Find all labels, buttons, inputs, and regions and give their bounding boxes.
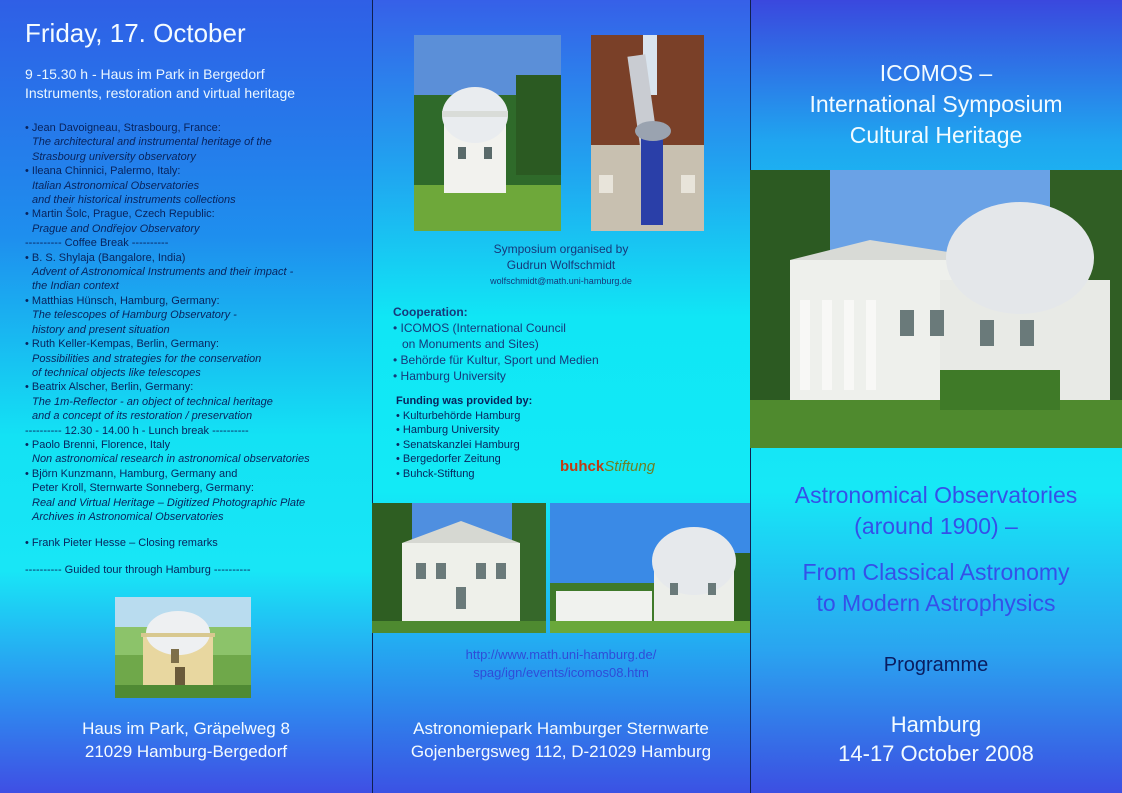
spacer: [25, 524, 365, 536]
place-and-dates: [750, 710, 1122, 768]
talk-title: Archives in Astronomical Observatories: [32, 510, 224, 523]
talk-title: The architectural and instrumental heritage of the: [32, 136, 272, 149]
observatory-dome-photo: [414, 35, 561, 231]
funding-item: • Kulturbehörde Hamburg: [396, 409, 521, 422]
cooperation-item: • Behörde für Kultur, Sport und Medien: [393, 353, 599, 367]
funding-block: [396, 394, 532, 481]
venue-address-sternwarte: [372, 717, 750, 763]
cooperation-heading: Cooperation:: [393, 305, 468, 319]
speaker-name: • Beatrix Alscher, Berlin, Germany:: [25, 381, 194, 394]
talk-title: Possibilities and strategies for the conservation: [32, 352, 262, 365]
session-info: [25, 65, 295, 103]
organiser-name: Gudrun Wolfschmidt: [506, 258, 616, 272]
symposium-line: International Symposium: [809, 91, 1063, 117]
dates: 14-17 October 2008: [838, 741, 1034, 766]
session-topic: Instruments, restoration and virtual heritage: [25, 85, 296, 101]
talk-title: and their historical instruments collections: [32, 194, 236, 207]
symposium-title: [750, 480, 1122, 619]
talk-title: the Indian context: [32, 280, 119, 293]
talk-title: Italian Astronomical Observatories: [32, 179, 200, 192]
dome-building-photo: [550, 503, 750, 633]
venue-address-bergedorf: [0, 717, 372, 763]
speaker-name: • B. S. Shylaja (Bangalore, India): [25, 251, 186, 264]
address-line: Astronomiepark Hamburger Sternwarte: [413, 719, 709, 738]
session-break: ---------- 12.30 - 14.00 h - Lunch break ----------: [25, 424, 249, 437]
talk-title: Strasbourg university observatory: [32, 150, 196, 163]
organiser-block: [372, 241, 750, 289]
funding-item: • Buhck-Stiftung: [396, 467, 475, 480]
hamburg-observatory-photo: [750, 170, 1122, 448]
buhck-stiftung-logo: [560, 458, 655, 475]
talk-title: and a concept of its restoration / preservation: [32, 410, 253, 423]
title-line: From Classical Astronomy: [802, 559, 1070, 585]
event-url[interactable]: [372, 646, 750, 682]
symposium-line: Cultural Heritage: [849, 122, 1023, 148]
closing-remarks: • Frank Pieter Hesse – Closing remarks: [25, 537, 218, 550]
funding-item: • Bergedorfer Zeitung: [396, 453, 501, 465]
speaker-name: • Martin Šolc, Prague, Czech Republic:: [25, 208, 215, 221]
cooperation-item: • Hamburg University: [393, 369, 506, 383]
session-break: ---------- Coffee Break ----------: [25, 237, 169, 250]
speaker-name: • Matthias Hünsch, Hamburg, Germany:: [25, 294, 220, 307]
cooperation-item: • ICOMOS (International Council: [393, 321, 566, 335]
speaker-name: Peter Kroll, Sternwarte Sonneberg, Germany:: [32, 482, 254, 495]
spacer: [25, 551, 365, 563]
speaker-name: • Jean Davoigneau, Strasbourg, France:: [25, 122, 221, 134]
funding-item: • Hamburg University: [396, 424, 500, 436]
talk-title: Non astronomical research in astronomical observatories: [32, 453, 310, 466]
session-time-place: 9 -15.30 h - Haus im Park in Bergedorf: [25, 66, 265, 82]
city: Hamburg: [890, 712, 982, 737]
programme-label: Programme: [883, 654, 989, 676]
speaker-list: [25, 121, 365, 577]
left-panel: [0, 0, 372, 793]
logo-brand: buhck: [560, 458, 605, 475]
talk-title: The 1m-Reflector - an object of technical heritage: [32, 395, 273, 408]
logo-suffix: Stiftung: [604, 458, 656, 475]
speaker-name: • Ruth Keller-Kempas, Berlin, Germany:: [25, 338, 219, 351]
talk-title: Advent of Astronomical Instruments and their impact -: [32, 266, 294, 279]
funding-item: • Senatskanzlei Hamburg: [396, 438, 520, 451]
address-line: Gojenbergsweg 112, D-21029 Hamburg: [410, 742, 712, 761]
title-line: to Modern Astrophysics: [816, 590, 1056, 616]
speaker-name: • Paolo Brenni, Florence, Italy: [25, 438, 171, 451]
address-line: 21029 Hamburg-Bergedorf: [84, 742, 288, 761]
url-line[interactable]: spag/ign/events/icomos08.htm: [473, 665, 649, 680]
talk-title: Prague and Ondřejov Observatory: [32, 222, 200, 235]
speaker-name: • Ileana Chinnici, Palermo, Italy:: [25, 165, 181, 178]
villa-building-photo: [372, 503, 546, 633]
symposium-heading: [750, 58, 1122, 151]
title-line: (around 1900) –: [854, 513, 1018, 539]
talk-title: The telescopes of Hamburg Observatory -: [32, 309, 237, 322]
funding-heading: Funding was provided by:: [396, 395, 533, 407]
talk-title: of technical objects like telescopes: [32, 366, 201, 379]
address-line: Haus im Park, Gräpelweg 8: [82, 719, 290, 738]
cooperation-item: on Monuments and Sites): [402, 337, 539, 351]
cooperation-block: [393, 304, 599, 384]
url-line[interactable]: http://www.math.uni-hamburg.de/: [465, 647, 657, 662]
talk-title: history and present situation: [32, 323, 170, 336]
bergedorf-observatory-photo: [115, 597, 251, 698]
talk-title: Real and Virtual Heritage – Digitized Photographic Plate: [32, 496, 306, 509]
organised-by-label: Symposium organised by: [493, 242, 629, 256]
organiser-email[interactable]: wolfschmidt@math.uni-hamburg.de: [490, 276, 632, 286]
guided-tour: ---------- Guided tour through Hamburg ----------: [25, 563, 251, 576]
title-line: Astronomical Observatories: [794, 482, 1078, 508]
day-heading: Friday, 17. October: [25, 18, 246, 48]
telescope-interior-photo: [591, 35, 704, 231]
speaker-name: • Björn Kunzmann, Hamburg, Germany and: [25, 467, 238, 480]
symposium-line: ICOMOS –: [879, 60, 993, 86]
